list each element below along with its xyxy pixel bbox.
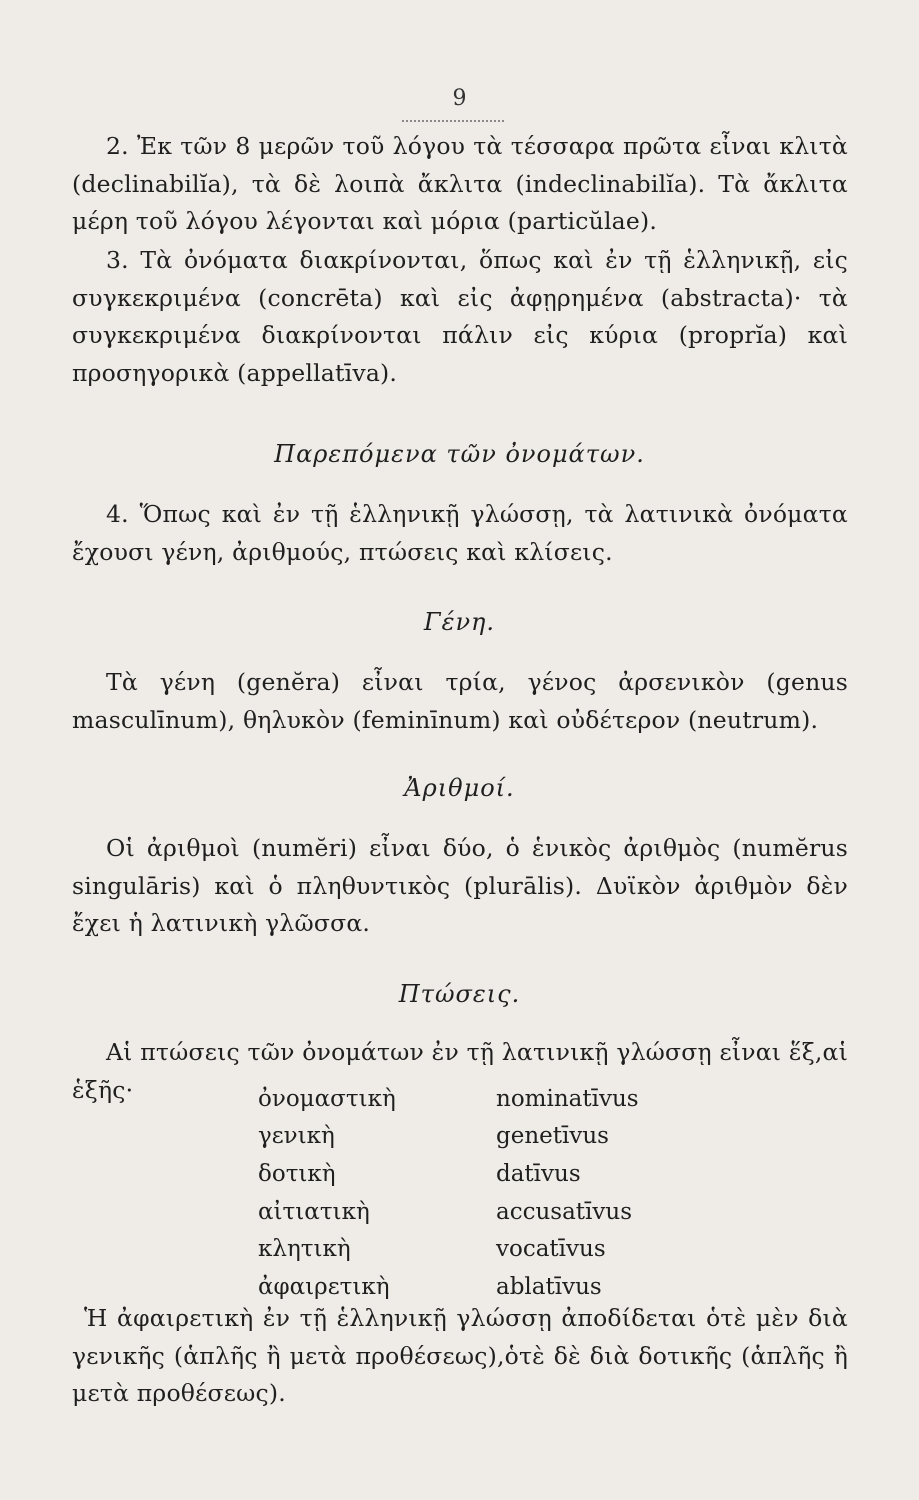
case-row <box>258 1118 688 1156</box>
case-row <box>258 1155 688 1193</box>
case-latin: vocatīvus <box>496 1236 606 1263</box>
paragraph-arithmoi: Οἱ ἀριθμοὶ (numĕri) εἶναι δύο, ὁ ἑνικὸς ἀριθμὸς (numĕrus singulāris) καὶ ὁ πληθυντικὸς (plurālis). Δυϊκὸν ἀριθμὸν δὲν ἔχει ἡ λατινικὴ γλῶσσα. <box>72 834 848 937</box>
case-greek: κλητικὴ <box>258 1236 351 1263</box>
case-row <box>258 1080 688 1118</box>
cases-table <box>258 1080 688 1306</box>
case-greek: ἀφαιρετικὴ <box>258 1273 390 1300</box>
case-greek: αἰτιατικὴ <box>258 1198 370 1225</box>
case-row <box>258 1193 688 1231</box>
case-latin: datīvus <box>496 1160 581 1187</box>
case-latin: genetīvus <box>496 1123 609 1150</box>
case-greek: δοτικὴ <box>258 1160 336 1187</box>
paragraph-3: 3. Τὰ ὀνόματα διακρίνονται, ὅπως καὶ ἐν τῇ ἑλληνικῇ, εἰς συγκεκριμένα (concrēta) καὶ εἰς ἀφῃρημένα (abstracta)· τὰ συγκεκριμένα διακρίνονται πάλιν εἰς κύρια (proprĭa) καὶ προσηγορικὰ (appellatīva). <box>72 246 848 387</box>
heading-genh: Γένη. <box>423 608 496 636</box>
header-rule <box>402 120 504 122</box>
case-latin: accusatīvus <box>496 1198 633 1225</box>
case-row <box>258 1230 688 1268</box>
paragraph-2: 2. Ἐκ τῶν 8 μερῶν τοῦ λόγου τὰ τέσσαρα πρῶτα εἶναι κλιτὰ (declinabilĭa), τὰ δὲ λοιπὰ ἄκλιτα (indeclinabilĭa). Τὰ ἄκλιτα μέρη τοῦ λόγου λέγονται καὶ μόρια (particŭlae). <box>72 132 848 235</box>
paragraph-ptoseis: Αἱ πτώσεις τῶν ὀνομάτων ἐν τῇ λατινικῇ γλώσσῃ εἶναι ἕξ,αἱ ἑξῆς· <box>72 1038 848 1104</box>
heading-ptoseis: Πτώσεις. <box>398 980 521 1008</box>
paragraph-final: Ἡ ἀφαιρετικὴ ἐν τῇ ἑλληνικῇ γλώσσῃ ἀποδίδεται ὁτὲ μὲν διὰ γενικῆς (ἁπλῆς ἢ μετὰ προθέσεως),ὁτὲ δὲ διὰ δοτικῆς (ἁπλῆς ἢ μετὰ προθέσεως). <box>72 1304 848 1407</box>
page-number: 9 <box>452 86 467 111</box>
paragraph-4: 4. Ὅπως καὶ ἐν τῇ ἑλληνικῇ γλώσσῃ, τὰ λατινικὰ ὀνόματα ἔχουσι γένη, ἀριθμούς, πτώσεις καὶ κλίσεις. <box>72 500 848 566</box>
case-greek: ὀνομαστικὴ <box>258 1085 396 1112</box>
heading-arithmoi: Ἀριθμοί. <box>404 774 515 802</box>
heading-parepomena: Παρεπόμενα τῶν ὀνομάτων. <box>274 440 645 468</box>
paragraph-genh: Τὰ γένη (genĕra) εἶναι τρία, γένος ἀρσενικὸν (genus masculīnum), θηλυκὸν (feminīnum) καὶ οὐδέτερον (neutrum). <box>72 668 848 734</box>
case-greek: γενικὴ <box>258 1123 335 1150</box>
case-latin: ablatīvus <box>496 1273 602 1300</box>
case-latin: nominatīvus <box>496 1085 639 1112</box>
